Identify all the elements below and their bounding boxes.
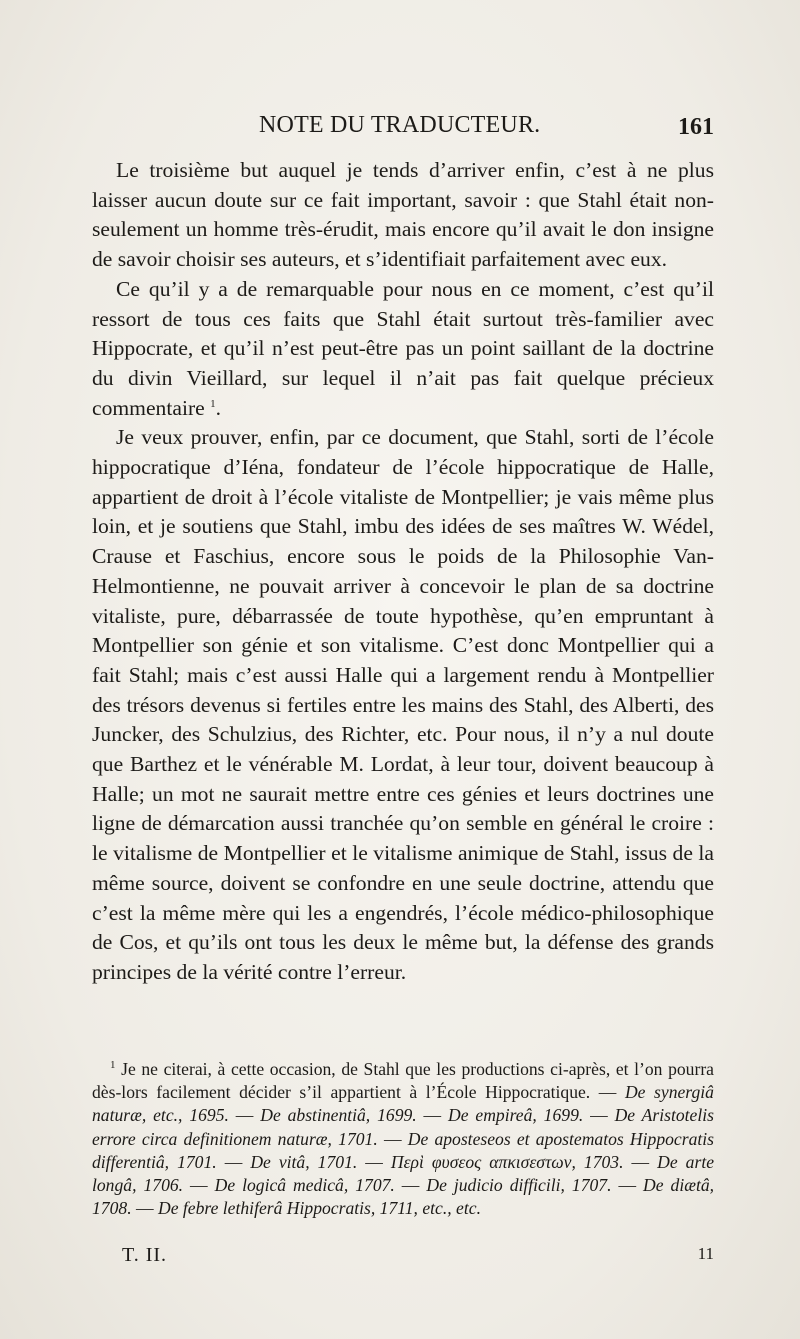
footnote-separator: — bbox=[416, 1105, 449, 1126]
footnote-work-year: 1701. bbox=[317, 1151, 358, 1172]
footnote-intro: Je ne citerai, à cette occasion, de Stahl que les productions ci-après, et l’on pourra dès-lors facilement décider s’il appartient à l’École Hippocratique. — bbox=[92, 1059, 714, 1103]
running-header bbox=[92, 112, 714, 144]
body-text bbox=[92, 156, 714, 988]
footnote-separator: — bbox=[183, 1175, 215, 1196]
footnote-work-year: 1707. bbox=[355, 1175, 395, 1196]
footnote-work-title: De abstinentiâ, bbox=[260, 1105, 371, 1126]
footnote-separator: — bbox=[357, 1151, 391, 1172]
footnote-work-year: 1695. bbox=[189, 1105, 229, 1126]
footnote-work-year: 1699. bbox=[543, 1105, 584, 1126]
footnote-ending: etc., etc. bbox=[422, 1198, 481, 1219]
footnote-work-title: De Aristotelis errore circa definitionem naturæ, bbox=[92, 1105, 714, 1149]
footnote-work-year: 1701. bbox=[177, 1151, 217, 1172]
header-title: NOTE DU TRADUCTEUR. bbox=[259, 112, 541, 138]
footnote-work-title: De arte longâ, bbox=[92, 1151, 715, 1196]
footnote-work-title: De synergiâ naturæ, etc., bbox=[92, 1082, 714, 1126]
footnote-work-title: De judicio difficili, bbox=[426, 1175, 565, 1196]
paragraph-2-text: Ce qu’il y a de remarquable pour nous en ce moment, c’est qu’il ressort de tous ces faits que Stahl était surtout très-familier avec Hippocrate, et qu’il n’est peut-être pas un point saillant de la doctrine du divin Vieillard, sur lequel il n’ait pas fait quelque précieux commentaire bbox=[92, 276, 714, 420]
footnote-separator: — bbox=[583, 1105, 615, 1126]
paragraph-1: Le troisième but auquel je tends d’arriver enfin, c’est à ne plus laisser aucun doute sur ce fait important, savoir : que Stahl était non-seulement un homme très-érudit, mais encore qu’il avait le don insigne de savoir choisir ses auteurs, et s’identifiait parfaitement avec eux. bbox=[92, 158, 714, 272]
footnote-work-title: De diætâ, bbox=[643, 1175, 715, 1196]
footnote-work-title: De empireâ, bbox=[448, 1105, 537, 1126]
footnote-work-year: 1703. bbox=[583, 1151, 624, 1172]
footnote-marker: 1 bbox=[110, 1059, 116, 1072]
footnote-separator: — bbox=[131, 1198, 158, 1219]
footnote-work-year: 1707. bbox=[571, 1175, 612, 1196]
footnote-work-title: Περὶ φυσεος απκισεστων, bbox=[390, 1151, 576, 1172]
footnote-separator: — bbox=[228, 1105, 261, 1126]
page-number: 161 bbox=[678, 114, 714, 140]
footnote-works-list bbox=[92, 1082, 714, 1218]
footnote-separator: — bbox=[611, 1175, 644, 1196]
footnote-separator: — bbox=[377, 1128, 408, 1149]
footnote-separator: — bbox=[216, 1151, 251, 1172]
footnote-work-year: 1706. bbox=[143, 1175, 184, 1196]
footnote-separator: — bbox=[623, 1151, 658, 1172]
paragraph-2-tail: . bbox=[215, 395, 222, 420]
footnote-work-title: De aposteseos et apostematos Hippocratis differentiâ, bbox=[92, 1128, 714, 1172]
footnote bbox=[92, 1058, 714, 1220]
footnote-work-title: De logicâ medicâ, bbox=[214, 1175, 349, 1196]
footnote-work-year: 1701. bbox=[338, 1128, 378, 1149]
footnote-work-year: 1699. bbox=[377, 1105, 417, 1126]
sheet-number: 11 bbox=[697, 1244, 714, 1263]
footnote-work-year: 1711, bbox=[379, 1198, 418, 1219]
footnote-work-year: 1708. bbox=[92, 1198, 132, 1219]
footnote-work-title: De vitâ, bbox=[250, 1151, 310, 1172]
footnote-reference: 1 bbox=[210, 397, 216, 410]
footnote-separator: — bbox=[394, 1175, 427, 1196]
paragraph-3: Je veux prouver, enfin, par ce document, que Stahl, sorti de l’école hippocratique d’Iéna, fondateur de l’école hippocratique de Halle, appartient de droit à l’école vitaliste de Montpellier; je vais même plus loin, et je soutiens que Stahl, imbu des idées de ses maîtres W. Wédel, Crause et Faschius, encore sous le poids de la Philosophie Van-Helmontienne, ne pouvait arriver à concevoir le plan de sa doctrine vitaliste, pure, débarrassée de toute hypothèse, qu’en empruntant à Montpellier son génie et son vitalisme. C’est donc Montpellier qui a fait Stahl; mais c’est aussi Halle qui a largement rendu à Montpellier des trésors devenus si fertiles entre les mains des Stahl, des Alberti, des Juncker, des Schulzius, des Richter, etc. Pour nous, il n’y a nul doute que Barthez et le vénérable M. Lordat, à leur tour, doivent beaucoup à Halle; un mot ne saurait mettre entre ces génies et leurs doctrines une ligne de démarcation aussi tranchée qu’on semble en général le croire : le vitalisme de Montpellier et le vitalisme animique de Stahl, issus de la même source, doivent se confondre en une seule doctrine, attendu que c’est la même mère qui les a engendrés, l’école médico-philosophique de Cos, et qu’ils ont tous les deux le même but, la défense des grands principes de la vérité contre l’erreur. bbox=[92, 425, 714, 984]
footnote-work-title: De febre lethiferâ Hippocratis, bbox=[157, 1198, 376, 1219]
paragraph-2 bbox=[92, 275, 714, 424]
volume-signature: T. II. bbox=[122, 1244, 168, 1266]
page-footer bbox=[122, 1244, 714, 1270]
